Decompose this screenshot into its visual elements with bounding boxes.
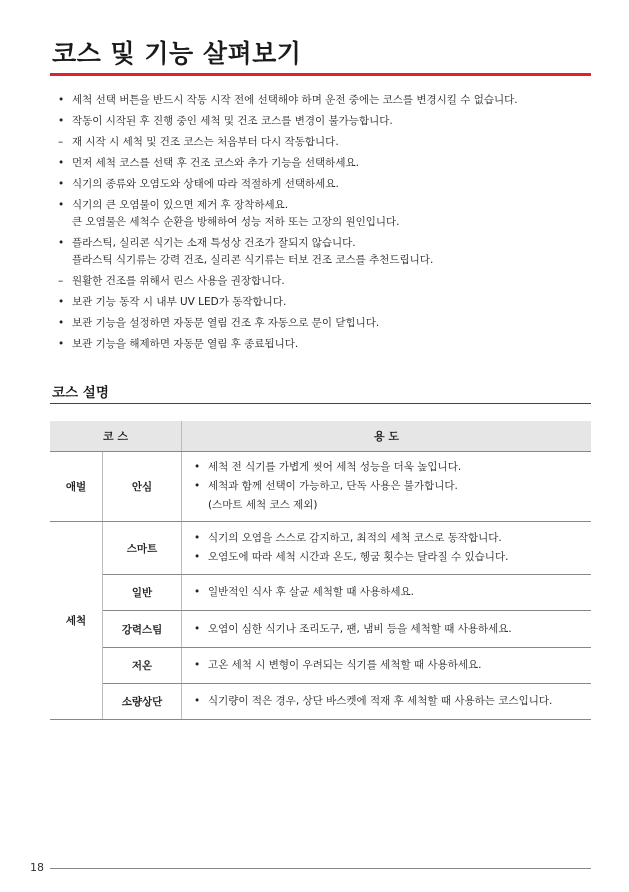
course-name: 저온 bbox=[103, 648, 182, 684]
course-description bbox=[182, 684, 592, 720]
section-divider bbox=[50, 403, 591, 404]
bullet-line: • 세척 선택 버튼을 반드시 작동 시작 전에 선택해야 하며 운전 중에는 코스를 변경시킬 수 없습니다. bbox=[72, 94, 518, 106]
bullet-line: • 보관 기능을 설정하면 자동문 열림 건조 후 자동으로 문이 닫힙니다. bbox=[72, 317, 380, 329]
header-course: 코 스 bbox=[50, 421, 182, 452]
table-row bbox=[50, 611, 591, 648]
description-item: • 세척과 함께 선택이 가능하고, 단독 사용은 불가합니다. bbox=[194, 477, 591, 496]
sub-note-item bbox=[58, 134, 598, 151]
course-name: 소량상단 bbox=[103, 684, 182, 720]
description-continuation: (스마트 세척 코스 제외) bbox=[208, 499, 318, 511]
bullet-item bbox=[58, 155, 598, 172]
description-item: • 일반적인 식사 후 살균 세척할 때 사용하세요. bbox=[194, 583, 591, 602]
bullet-line: • 플라스틱, 실리콘 식기는 소재 특성상 건조가 잘되지 않습니다. bbox=[72, 237, 356, 249]
course-description bbox=[182, 575, 592, 611]
notes-list bbox=[58, 92, 598, 357]
table-header-row bbox=[50, 421, 591, 452]
page-title: 코스 및 기능 살펴보기 bbox=[52, 39, 302, 68]
table-row bbox=[50, 648, 591, 684]
page-number: 18 bbox=[30, 861, 44, 874]
bullet-line: – 원활한 건조를 위해서 린스 사용을 권장합니다. bbox=[72, 275, 285, 287]
bullet-line: – 재 시작 시 세척 및 건조 코스는 처음부터 다시 작동합니다. bbox=[72, 136, 339, 148]
table-row bbox=[50, 452, 591, 522]
course-table bbox=[50, 421, 591, 720]
bullet-item bbox=[58, 315, 598, 332]
course-name: 일반 bbox=[103, 575, 182, 611]
bullet-item bbox=[58, 113, 598, 130]
table-row bbox=[50, 522, 591, 575]
header-usage: 용 도 bbox=[182, 421, 592, 452]
course-category: 세척 bbox=[50, 522, 103, 720]
course-category: 애벌 bbox=[50, 452, 103, 522]
bullet-item bbox=[58, 294, 598, 311]
description-item: • 세척 전 식기를 가볍게 씻어 세척 성능을 더욱 높입니다. bbox=[194, 458, 591, 477]
bullet-line: • 식기의 종류와 오염도와 상태에 따라 적절하게 선택하세요. bbox=[72, 178, 339, 190]
bullet-line: • 보관 기능 동작 시 내부 UV LED가 동작합니다. bbox=[72, 296, 287, 308]
course-description bbox=[182, 452, 592, 522]
footer-divider bbox=[50, 868, 591, 869]
bullet-item bbox=[58, 176, 598, 193]
section-title: 코스 설명 bbox=[52, 385, 109, 401]
bullet-item bbox=[58, 92, 598, 109]
bullet-line: • 먼저 세척 코스를 선택 후 건조 코스와 추가 기능을 선택하세요. bbox=[72, 157, 359, 169]
bullet-item bbox=[58, 336, 598, 353]
table-row bbox=[50, 575, 591, 611]
table-row bbox=[50, 684, 591, 720]
description-item: • 식기량이 적은 경우, 상단 바스켓에 적재 후 세척할 때 사용하는 코스입니다. bbox=[194, 692, 591, 711]
bullet-line: 플라스틱 식기류는 강력 건조, 실리콘 식기류는 터보 건조 코스를 추천드립니다. bbox=[72, 254, 434, 266]
bullet-line: • 보관 기능을 해제하면 자동문 열림 후 종료됩니다. bbox=[72, 338, 299, 350]
sub-note-item bbox=[58, 273, 598, 290]
course-description bbox=[182, 611, 592, 648]
course-description bbox=[182, 522, 592, 575]
bullet-line: • 식기의 큰 오염물이 있으면 제거 후 장착하세요. bbox=[72, 199, 289, 211]
course-name: 스마트 bbox=[103, 522, 182, 575]
description-item: • 오염이 심한 식기나 조리도구, 팬, 냄비 등을 세척할 때 사용하세요. bbox=[194, 620, 591, 639]
bullet-item bbox=[58, 197, 598, 231]
title-divider bbox=[50, 73, 591, 76]
course-description bbox=[182, 648, 592, 684]
description-item: • 오염도에 따라 세척 시간과 온도, 헹굼 횟수는 달라질 수 있습니다. bbox=[194, 548, 591, 567]
bullet-line: 큰 오염물은 세척수 순환을 방해하여 성능 저하 또는 고장의 원인입니다. bbox=[72, 216, 400, 228]
course-name: 강력스팀 bbox=[103, 611, 182, 648]
bullet-item bbox=[58, 235, 598, 269]
description-item: • 고온 세척 시 변형이 우려되는 식기를 세척할 때 사용하세요. bbox=[194, 656, 591, 675]
bullet-line: • 작동이 시작된 후 진행 중인 세척 및 건조 코스를 변경이 불가능합니다. bbox=[72, 115, 393, 127]
course-name: 안심 bbox=[103, 452, 182, 522]
description-item: • 식기의 오염을 스스로 감지하고, 최적의 세척 코스로 동작합니다. bbox=[194, 529, 591, 548]
